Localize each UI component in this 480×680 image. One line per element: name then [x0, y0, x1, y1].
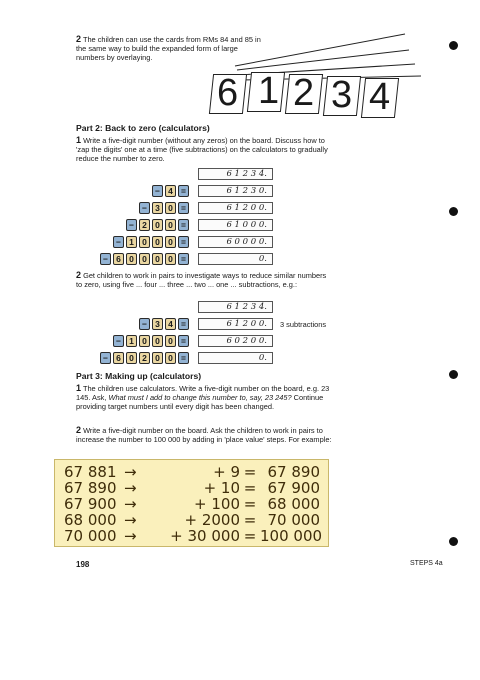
part3-item2-text: Write a five-digit number on the board. Ask the children to work in pairs to increase the number to 100 000 by adding in 'place value' steps. For example: — [76, 426, 332, 444]
step2-from: 67 890 — [64, 479, 117, 497]
five-step-row4-display: 6 0 0 0 0. — [198, 236, 273, 248]
five-step-row1-key-equals[interactable]: = — [178, 185, 189, 197]
step1-add: + 9 — [213, 463, 240, 481]
five-step-row3-key-digit[interactable]: 0 — [165, 219, 176, 231]
five-step-row5-key-digit[interactable]: 0 — [139, 253, 150, 265]
five-step-row5-key-equals[interactable]: = — [178, 253, 189, 265]
five-step-row4-key-digit[interactable]: 0 — [139, 236, 150, 248]
page-number: 198 — [76, 560, 90, 569]
three-step-row1-key-digit[interactable]: 3 — [152, 318, 163, 330]
step3-eq: = — [243, 495, 257, 513]
step2-arrow: → — [124, 479, 137, 497]
calculator-display-start-2: 6 1 2 3 4. — [198, 301, 273, 313]
five-step-row2-key-minus[interactable]: − — [139, 202, 150, 214]
step3-to: 68 000 — [267, 495, 320, 513]
step4-eq: = — [243, 511, 257, 529]
card-digit-5: 4 — [369, 76, 391, 118]
five-step-row3-key-digit[interactable]: 0 — [152, 219, 163, 231]
step1-eq: = — [243, 463, 257, 481]
five-step-row2-key-equals[interactable]: = — [178, 202, 189, 214]
five-step-row3-display: 6 1 0 0 0. — [198, 219, 273, 231]
book-title: STEPS 4a — [410, 560, 443, 567]
card-digit-4: 3 — [331, 74, 353, 116]
step2-to: 67 900 — [267, 479, 320, 497]
three-step-row2-key-digit[interactable]: 0 — [139, 335, 150, 347]
subtractions-label: 3 subtractions — [280, 320, 327, 329]
step1-from: 67 881 — [64, 463, 117, 481]
three-step-row2-display: 6 0 2 0 0. — [198, 335, 273, 347]
five-step-row5-key-digit[interactable]: 0 — [165, 253, 176, 265]
five-step-row4-key-digit[interactable]: 0 — [165, 236, 176, 248]
five-step-row5-key-digit[interactable]: 0 — [152, 253, 163, 265]
part3-item2-number: 2 — [76, 425, 82, 435]
five-step-row1-key-digit[interactable]: 4 — [165, 185, 176, 197]
place-value-cards-illustration — [205, 30, 435, 120]
step3-add: + 100 — [194, 495, 240, 513]
five-step-row5-key-digit[interactable]: 6 — [113, 253, 124, 265]
part2-item1-text: Write a five-digit number (without any zeros) on the board. Discuss how to 'zap the digits' one at a time (five subtractions) on the calculators to gradually reduce the number to zero. — [76, 136, 328, 163]
three-step-row3-key-digit[interactable]: 2 — [139, 352, 150, 364]
step4-arrow: → — [124, 511, 137, 529]
five-step-row2-key-digit[interactable]: 3 — [152, 202, 163, 214]
part3-item1 — [76, 384, 338, 411]
three-step-row3-key-digit[interactable]: 0 — [165, 352, 176, 364]
card-digit-3: 2 — [293, 72, 315, 114]
step5-eq: = — [243, 527, 257, 545]
step1-arrow: → — [124, 463, 137, 481]
five-step-row3-key-equals[interactable]: = — [178, 219, 189, 231]
binder-hole-4 — [449, 537, 458, 546]
five-step-row2-display: 6 1 2 0 0. — [198, 202, 273, 214]
part3-item1-text-a: The children use calculators. Write a five-digit number on the board, e.g. 23 145. Ask, — [76, 384, 330, 402]
step4-from: 68 000 — [64, 511, 117, 529]
five-step-row4-key-digit[interactable]: 0 — [152, 236, 163, 248]
three-step-row1-key-equals[interactable]: = — [178, 318, 189, 330]
step5-add: + 30 000 — [170, 527, 240, 545]
part3-item1-text-b: Continue providing target numbers until every digit has been changed. — [76, 393, 324, 411]
part2-item2-number: 2 — [76, 270, 82, 280]
calculator-display-start: 6 1 2 3 4. — [198, 168, 273, 180]
step5-to: 100 000 — [260, 527, 323, 545]
three-step-row3-key-digit[interactable]: 0 — [126, 352, 137, 364]
step2-eq: = — [243, 479, 257, 497]
step5-from: 70 000 — [64, 527, 117, 545]
five-step-row5-key-digit[interactable]: 0 — [126, 253, 137, 265]
three-step-row2-key-digit[interactable]: 1 — [126, 335, 137, 347]
part3-heading: Part 3: Making up (calculators) — [76, 371, 202, 381]
three-step-row3-key-equals[interactable]: = — [178, 352, 189, 364]
part2-item1-number: 1 — [76, 135, 82, 145]
step3-arrow: → — [124, 495, 137, 513]
step1-to: 67 890 — [267, 463, 320, 481]
three-step-row1-key-minus[interactable]: − — [139, 318, 150, 330]
step5-arrow: → — [124, 527, 137, 545]
section2-text: The children can use the cards from RMs 84 and 85 in the same way to build the expanded form of large numbers by overlaying. — [76, 35, 261, 62]
five-step-row5-key-minus[interactable]: − — [100, 253, 111, 265]
part2-item2 — [76, 271, 334, 289]
section2-number: 2 — [76, 34, 82, 44]
step4-add: + 2000 — [184, 511, 240, 529]
five-step-row3-key-digit[interactable]: 2 — [139, 219, 150, 231]
five-step-row4-key-equals[interactable]: = — [178, 236, 189, 248]
binder-hole-3 — [449, 370, 458, 379]
part3-item2 — [76, 426, 338, 444]
five-step-row3-key-minus[interactable]: − — [126, 219, 137, 231]
three-step-row2-key-equals[interactable]: = — [178, 335, 189, 347]
five-step-row4-key-digit[interactable]: 1 — [126, 236, 137, 248]
three-step-row1-key-digit[interactable]: 4 — [165, 318, 176, 330]
step2-add: + 10 — [203, 479, 240, 497]
part2-heading: Part 2: Back to zero (calculators) — [76, 123, 210, 133]
five-step-row4-key-minus[interactable]: − — [113, 236, 124, 248]
three-step-row3-key-digit[interactable]: 6 — [113, 352, 124, 364]
three-step-row2-key-digit[interactable]: 0 — [152, 335, 163, 347]
five-step-row2-key-digit[interactable]: 0 — [165, 202, 176, 214]
binder-hole-1 — [449, 41, 458, 50]
three-step-row3-key-digit[interactable]: 0 — [152, 352, 163, 364]
five-step-row1-display: 6 1 2 3 0. — [198, 185, 273, 197]
part3-item1-number: 1 — [76, 383, 82, 393]
three-step-row2-key-minus[interactable]: − — [113, 335, 124, 347]
part2-item1 — [76, 136, 334, 163]
three-step-row3-key-minus[interactable]: − — [100, 352, 111, 364]
three-step-row1-display: 6 1 2 0 0. — [198, 318, 273, 330]
card-digit-1: 6 — [217, 72, 239, 114]
five-step-row1-key-minus[interactable]: − — [152, 185, 163, 197]
card-digit-2: 1 — [258, 70, 280, 112]
three-step-row2-key-digit[interactable]: 0 — [165, 335, 176, 347]
binder-hole-2 — [449, 207, 458, 216]
part2-item2-text: Get children to work in pairs to investigate ways to reduce similar numbers to zero, using five ... four ... three ... two ... one ... subtractions, e.g.: — [76, 271, 327, 289]
three-step-row3-display: 0. — [198, 352, 273, 364]
step3-from: 67 900 — [64, 495, 117, 513]
part3-item1-question: What must I add to change this number to, say, 23 245? — [108, 393, 292, 402]
five-step-row5-display: 0. — [198, 253, 273, 265]
step4-to: 70 000 — [267, 511, 320, 529]
